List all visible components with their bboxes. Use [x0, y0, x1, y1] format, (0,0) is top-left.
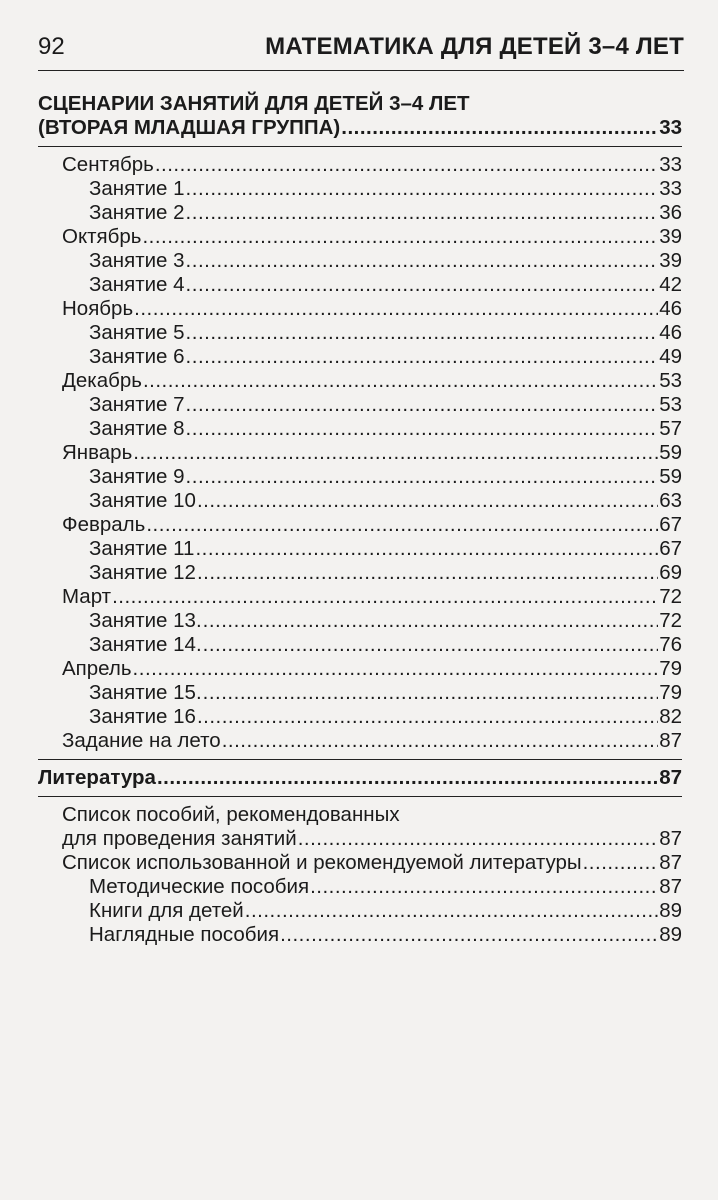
toc-page: 87: [659, 875, 682, 898]
toc-entry: [38, 297, 682, 321]
toc-leader: [146, 513, 658, 537]
toc-title: Список использованной и рекомендуемой литературы: [62, 851, 582, 874]
toc-page: 79: [659, 681, 682, 704]
toc-page: 33: [659, 153, 682, 176]
toc-entry: [38, 441, 682, 465]
toc-title: Наглядные пособия: [89, 923, 280, 946]
toc-entry: [38, 657, 682, 681]
toc-page: 89: [659, 899, 682, 922]
toc-leader: [186, 393, 659, 417]
toc-entry: [38, 321, 682, 345]
toc-entry: [38, 273, 682, 297]
toc-leader: [186, 201, 659, 225]
toc-leader: [280, 923, 658, 947]
toc-title: Декабрь: [62, 369, 142, 392]
toc-leader: [222, 729, 659, 753]
toc-entry: [38, 345, 682, 369]
toc-page: 69: [659, 561, 682, 584]
toc-entry: [38, 827, 682, 851]
toc-leader: [583, 851, 659, 875]
toc-entry: [38, 729, 682, 753]
toc-page: 57: [659, 417, 682, 440]
toc-title: Занятие 1: [89, 177, 185, 200]
toc-page: 42: [659, 273, 682, 296]
toc-leader: [197, 561, 658, 585]
toc-title: Занятие 7: [89, 393, 185, 416]
toc-entry: [38, 465, 682, 489]
toc-title: Занятие 15.: [89, 681, 202, 704]
toc-entry: [38, 489, 682, 513]
toc-section-title-line2: [38, 116, 682, 140]
toc-entry: [38, 561, 682, 585]
toc-leader: [341, 116, 658, 140]
section-rule: [38, 796, 682, 797]
toc-page: 53: [659, 369, 682, 392]
toc-leader: [186, 273, 659, 297]
toc-title: Октябрь: [62, 225, 142, 248]
toc-entry: [38, 875, 682, 899]
toc-title: Занятие 16: [89, 705, 196, 728]
toc-entry: [38, 899, 682, 923]
toc-title: Ноябрь: [62, 297, 134, 320]
table-of-contents: [38, 92, 682, 947]
toc-page: 59: [659, 441, 682, 464]
toc-entry: [38, 681, 682, 705]
toc-title: Занятие 2: [89, 201, 185, 224]
toc-entries: [38, 153, 682, 753]
section-rule: [38, 146, 682, 147]
toc-leader: [112, 585, 658, 609]
toc-leader: [186, 345, 659, 369]
toc-entry: [38, 537, 682, 561]
toc-leader: [133, 441, 658, 465]
toc-leader: [186, 417, 659, 441]
toc-leader: [197, 489, 658, 513]
toc-title: Занятие 4: [89, 273, 185, 296]
toc-title: (ВТОРАЯ МЛАДШАЯ ГРУППА): [38, 116, 341, 139]
toc-page: 33: [659, 116, 682, 139]
toc-entry: [38, 249, 682, 273]
toc-page: 39: [659, 249, 682, 272]
toc-page: 89: [659, 923, 682, 946]
toc-leader: [195, 537, 658, 561]
section-rule: [38, 759, 682, 760]
toc-entry: [38, 705, 682, 729]
toc-title: Занятие 11: [89, 537, 195, 560]
toc-page: 33: [659, 177, 682, 200]
toc-leader: [203, 681, 659, 705]
toc-page: 87: [659, 766, 682, 789]
running-title: МАТЕМАТИКА ДЛЯ ДЕТЕЙ 3–4 ЛЕТ: [265, 33, 684, 60]
toc-page: 49: [659, 345, 682, 368]
toc-section-title-line1: СЦЕНАРИИ ЗАНЯТИЙ ДЛЯ ДЕТЕЙ 3–4 ЛЕТ: [38, 92, 470, 115]
page-number: 92: [38, 33, 65, 60]
toc-page: 53: [659, 393, 682, 416]
toc-title: Январь: [62, 441, 133, 464]
header-rule: [38, 70, 684, 71]
toc-page: 87: [659, 851, 682, 874]
toc-leader: [298, 827, 659, 851]
toc-entry: [38, 417, 682, 441]
toc-entry: [38, 513, 682, 537]
toc-title: Занятие 8: [89, 417, 185, 440]
toc-page: 72: [659, 609, 682, 632]
toc-title: Литература: [38, 766, 156, 789]
toc-item-line1: Список пособий, рекомендованных: [62, 803, 400, 826]
toc-leader: [155, 153, 658, 177]
toc-title: Занятие 14.: [89, 633, 202, 656]
toc-leader: [203, 633, 659, 657]
toc-leader: [245, 899, 658, 923]
toc-leader: [133, 657, 659, 681]
running-head: [38, 30, 684, 64]
toc-entry: [38, 225, 682, 249]
toc-leader: [186, 321, 659, 345]
toc-title: Занятие 6: [89, 345, 185, 368]
toc-title: Занятие 10: [89, 489, 196, 512]
toc-title: Сентябрь: [62, 153, 154, 176]
toc-title: Книги для детей: [89, 899, 244, 922]
toc-page: 59: [659, 465, 682, 488]
toc-entry: [38, 393, 682, 417]
toc-title: Занятие 12: [89, 561, 196, 584]
toc-entry: [38, 923, 682, 947]
toc-leader: [203, 609, 659, 633]
toc-leader: [197, 705, 658, 729]
toc-page: 46: [659, 321, 682, 344]
toc-page: 72: [659, 585, 682, 608]
toc-title: Занятие 13.: [89, 609, 202, 632]
toc-title: для проведения занятий: [62, 827, 297, 850]
toc-entry: [38, 609, 682, 633]
toc-entry: [38, 851, 682, 875]
toc-section-literature: [38, 766, 682, 790]
toc-leader: [134, 297, 658, 321]
toc-entry: [38, 585, 682, 609]
toc-title: Февраль: [62, 513, 146, 536]
toc-title: Занятие 5: [89, 321, 185, 344]
toc-leader: [186, 177, 659, 201]
toc-leader: [157, 766, 658, 790]
toc-page: 67: [659, 513, 682, 536]
toc-title: Апрель: [62, 657, 132, 680]
toc-title: Задание на лето: [62, 729, 221, 752]
toc-title: Занятие 9: [89, 465, 185, 488]
toc-page: 36: [659, 201, 682, 224]
toc-page: 82: [659, 705, 682, 728]
toc-page: 79: [659, 657, 682, 680]
toc-leader: [186, 249, 659, 273]
toc-title: Методические пособия: [89, 875, 310, 898]
toc-leader: [186, 465, 659, 489]
toc-page: 67: [659, 537, 682, 560]
toc-entry: [38, 633, 682, 657]
toc-entry: [38, 177, 682, 201]
toc-page: 63: [659, 489, 682, 512]
toc-page: 39: [659, 225, 682, 248]
toc-page: 87: [659, 827, 682, 850]
toc-leader: [143, 369, 658, 393]
toc-leader: [142, 225, 658, 249]
toc-title: Занятие 3: [89, 249, 185, 272]
toc-title: Март: [62, 585, 112, 608]
toc-entry: [38, 201, 682, 225]
toc-page: 46: [659, 297, 682, 320]
toc-entry: [38, 369, 682, 393]
toc-leader: [310, 875, 658, 899]
toc-page: 76: [659, 633, 682, 656]
toc-entry: [38, 153, 682, 177]
toc-page: 87: [659, 729, 682, 752]
